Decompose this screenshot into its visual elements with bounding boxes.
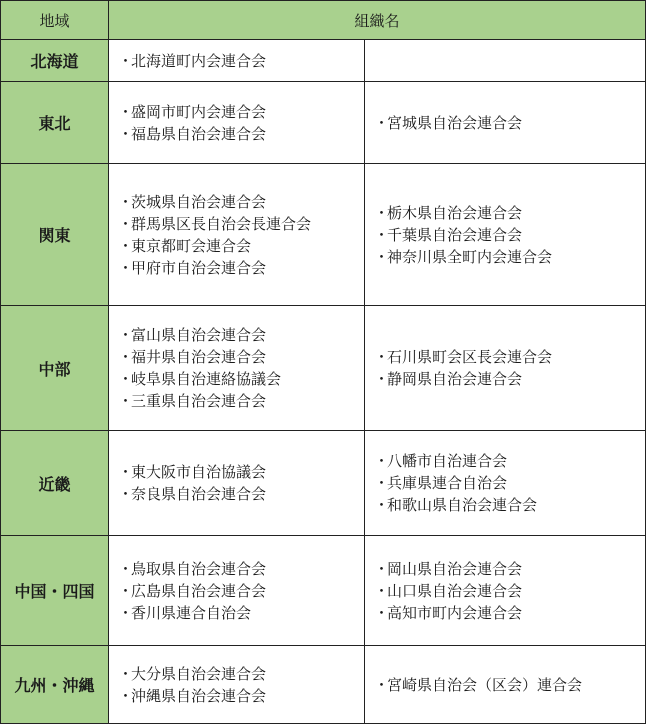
org-cell-left — [109, 82, 365, 164]
org-cell-left — [109, 40, 365, 82]
list-item — [118, 663, 364, 685]
list-item — [118, 461, 364, 483]
org-name: 兵庫県連合自治会 — [387, 474, 508, 492]
list-item — [118, 558, 364, 580]
bullet-marker: ・ — [118, 392, 134, 410]
bullet-marker: ・ — [118, 463, 134, 481]
org-name: 八幡市自治連合会 — [387, 452, 508, 470]
bullet-marker: ・ — [118, 51, 134, 70]
org-list — [118, 558, 364, 624]
region-cell: 東北 — [1, 82, 109, 164]
bullet-marker: ・ — [374, 496, 390, 514]
bullet-marker: ・ — [118, 603, 134, 622]
table-row — [1, 40, 646, 82]
org-name: 甲府市自治会連合会 — [131, 258, 267, 277]
table-row — [1, 306, 646, 431]
list-item — [118, 602, 364, 624]
list-item — [118, 257, 364, 279]
list-item — [118, 685, 364, 707]
org-cell-left — [109, 431, 365, 536]
region-cell: 九州・沖縄 — [1, 646, 109, 724]
org-list — [374, 346, 645, 390]
table-row — [1, 431, 646, 536]
bullet-marker: ・ — [374, 675, 390, 694]
bullet-marker: ・ — [118, 192, 134, 211]
list-item — [374, 472, 645, 494]
region-cell: 中国・四国 — [1, 536, 109, 646]
bullet-marker: ・ — [118, 258, 134, 277]
list-item — [374, 558, 645, 580]
bullet-marker: ・ — [118, 326, 134, 344]
list-item — [374, 368, 645, 390]
list-item — [118, 346, 364, 368]
list-item — [118, 50, 364, 72]
org-name: 広島県自治会連合会 — [131, 581, 267, 600]
org-list — [118, 663, 364, 707]
org-list — [118, 50, 364, 72]
bullet-marker: ・ — [118, 485, 134, 503]
org-list — [374, 202, 645, 268]
org-name: 沖縄県自治会連合会 — [131, 686, 267, 705]
org-cell-right — [365, 306, 646, 431]
org-cell-right — [365, 40, 646, 82]
org-name: 静岡県自治会連合会 — [387, 370, 523, 388]
org-name: 東京都町会連合会 — [131, 236, 252, 255]
region-cell: 近畿 — [1, 431, 109, 536]
org-column-header: 組織名 — [109, 1, 646, 40]
org-cell-left — [109, 164, 365, 306]
org-cell-right — [365, 431, 646, 536]
org-cell-right — [365, 82, 646, 164]
org-name: 高知市町内会連合会 — [387, 603, 523, 622]
bullet-marker: ・ — [374, 559, 390, 578]
org-cell-right — [365, 646, 646, 724]
org-name: 鳥取県自治会連合会 — [131, 559, 267, 578]
bullet-marker: ・ — [374, 370, 390, 388]
org-list — [374, 674, 645, 696]
org-name: 東大阪市自治協議会 — [131, 463, 267, 481]
org-name: 宮崎県自治会（区会）連合会 — [387, 675, 583, 694]
org-name: 盛岡市町内会連合会 — [131, 102, 267, 121]
table-header-row — [1, 1, 646, 40]
org-name: 山口県自治会連合会 — [387, 581, 523, 600]
list-item — [374, 246, 645, 268]
bullet-marker: ・ — [374, 247, 390, 266]
bullet-marker: ・ — [374, 474, 390, 492]
bullet-marker: ・ — [374, 603, 390, 622]
table-row — [1, 646, 646, 724]
org-list — [118, 324, 364, 412]
list-item — [118, 483, 364, 505]
list-item — [118, 101, 364, 123]
org-cell-left — [109, 306, 365, 431]
bullet-marker: ・ — [118, 664, 134, 683]
list-item — [374, 224, 645, 246]
org-name: 岐阜県自治連絡協議会 — [131, 370, 282, 388]
table-row — [1, 164, 646, 306]
bullet-marker: ・ — [118, 581, 134, 600]
bullet-marker: ・ — [118, 124, 134, 143]
region-cell: 中部 — [1, 306, 109, 431]
org-cell-right — [365, 536, 646, 646]
org-cell-right — [365, 164, 646, 306]
org-cell-left — [109, 646, 365, 724]
bullet-marker: ・ — [118, 348, 134, 366]
list-item — [374, 602, 645, 624]
org-name: 和歌山県自治会連合会 — [387, 496, 538, 514]
bullet-marker: ・ — [374, 225, 390, 244]
list-item — [374, 202, 645, 224]
region-column-header: 地域 — [1, 1, 109, 40]
bullet-marker: ・ — [118, 236, 134, 255]
bullet-marker: ・ — [374, 452, 390, 470]
list-item — [118, 368, 364, 390]
table-row — [1, 82, 646, 164]
bullet-marker: ・ — [118, 102, 134, 121]
list-item — [118, 390, 364, 412]
list-item — [118, 191, 364, 213]
table-row — [1, 536, 646, 646]
bullet-marker: ・ — [374, 348, 390, 366]
list-item — [374, 346, 645, 368]
org-name: 北海道町内会連合会 — [131, 51, 267, 70]
org-name: 岡山県自治会連合会 — [387, 559, 523, 578]
list-item — [118, 235, 364, 257]
bullet-marker: ・ — [118, 214, 134, 233]
bullet-marker: ・ — [374, 113, 390, 132]
org-list — [374, 558, 645, 624]
org-list — [374, 450, 645, 516]
list-item — [118, 580, 364, 602]
org-name: 三重県自治会連合会 — [131, 392, 267, 410]
org-name: 大分県自治会連合会 — [131, 664, 267, 683]
org-list — [118, 101, 364, 145]
bullet-marker: ・ — [118, 370, 134, 388]
org-name: 富山県自治会連合会 — [131, 326, 267, 344]
region-cell: 関東 — [1, 164, 109, 306]
region-cell: 北海道 — [1, 40, 109, 82]
table-body — [1, 40, 646, 724]
org-list — [118, 191, 364, 279]
list-item — [374, 494, 645, 516]
list-item — [118, 123, 364, 145]
org-name: 香川県連合自治会 — [131, 603, 252, 622]
org-name: 福井県自治会連合会 — [131, 348, 267, 366]
org-name: 群馬県区長自治会長連合会 — [131, 214, 312, 233]
list-item — [118, 324, 364, 346]
org-name: 神奈川県全町内会連合会 — [387, 247, 553, 266]
org-name: 石川県町会区長会連合会 — [387, 348, 553, 366]
list-item — [374, 112, 645, 134]
list-item — [374, 674, 645, 696]
list-item — [118, 213, 364, 235]
list-item — [374, 580, 645, 602]
bullet-marker: ・ — [374, 581, 390, 600]
bullet-marker: ・ — [374, 203, 390, 222]
org-name: 千葉県自治会連合会 — [387, 225, 523, 244]
bullet-marker: ・ — [118, 686, 134, 705]
org-name: 栃木県自治会連合会 — [387, 203, 523, 222]
org-list — [374, 112, 645, 134]
bullet-marker: ・ — [118, 559, 134, 578]
org-name: 茨城県自治会連合会 — [131, 192, 267, 211]
org-name: 宮城県自治会連合会 — [387, 113, 523, 132]
org-name: 福島県自治会連合会 — [131, 124, 267, 143]
org-list — [118, 461, 364, 505]
org-name: 奈良県自治会連合会 — [131, 485, 267, 503]
org-cell-left — [109, 536, 365, 646]
list-item — [374, 450, 645, 472]
